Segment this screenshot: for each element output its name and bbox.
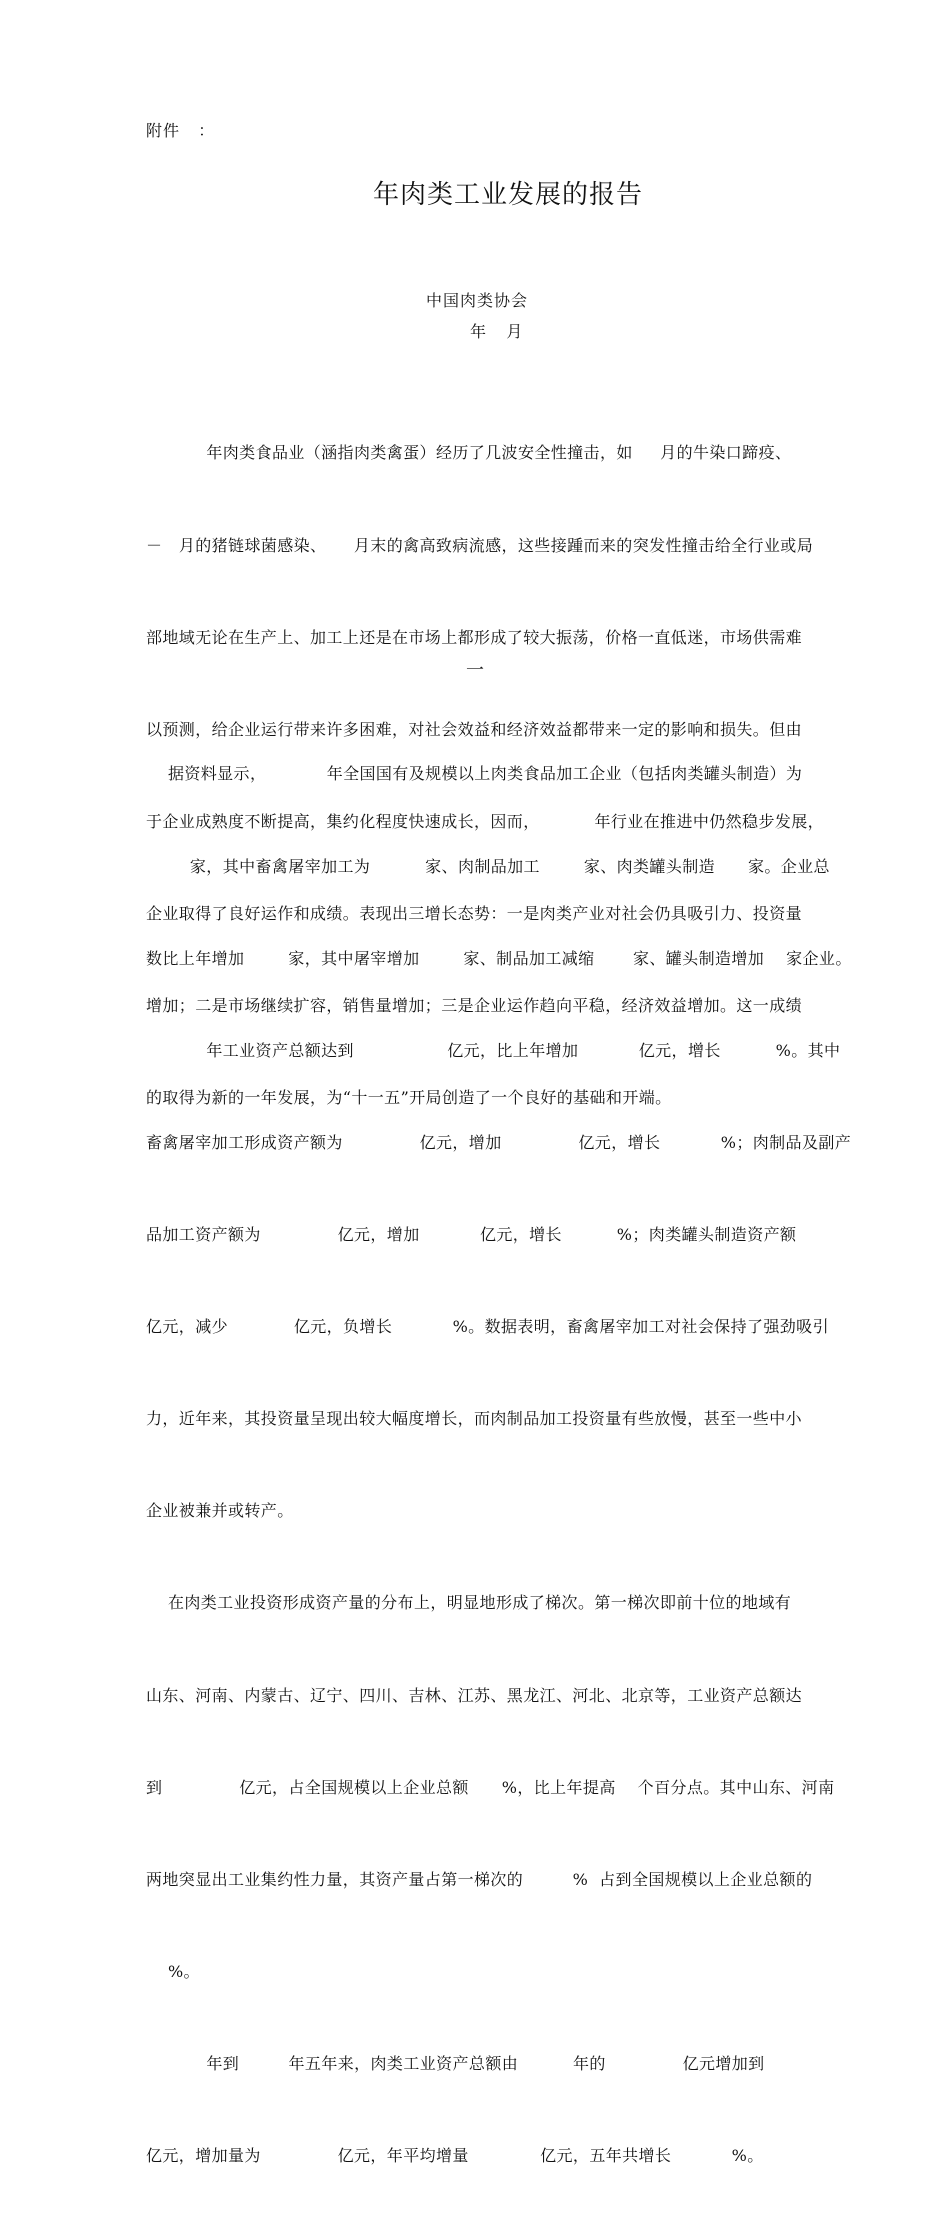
text-line: 亿元，减少 亿元，负增长 %。数据表明，畜禽屠宰加工对社会保持了强劲吸引: [146, 1317, 829, 1337]
text-line: 两地突显出工业集约性力量，其资产量占第一梯次的 % 占到全国规模以上企业总额的: [146, 1869, 813, 1889]
attachment-label: 附件 ：: [146, 121, 216, 140]
text-line: 年肉类食品业（涵指肉类禽蛋）经历了几波安全性撞击，如 月的牛染口蹄疫、: [146, 443, 792, 463]
text-line: 于企业成熟度不断提高，集约化程度快速成长，因而， 年行业在推进中仍然稳步发展，: [146, 811, 825, 831]
text-line: 的取得为新的一年发展，为“十一五”开局创造了一个良好的基础和开端。: [146, 1088, 672, 1108]
report-date: 年 月: [470, 322, 523, 341]
text-line: 增加；二是市场继续扩容，销售量增加；三是企业运作趋向平稳，经济效益增加。这一成绩: [146, 996, 803, 1016]
text-line: 品加工资产额为 亿元，增加 亿元，增长 %；肉类罐头制造资产额: [146, 1224, 797, 1244]
text-line: 力，近年来，其投资量呈现出较大幅度增长，而肉制品加工投资量有些放慢，甚至一些中小: [146, 1409, 803, 1429]
text-line: 部地域无论在生产上、加工上还是在市场上都形成了较大振荡，价格一直低迷，市场供需难: [146, 627, 803, 647]
page-title: 年肉类工业发展的报告: [372, 180, 643, 210]
text-line: 年工业资产总额达到 亿元，比上年增加 亿元，增长 %。其中: [146, 1040, 841, 1060]
text-line: 家，其中畜禽屠宰加工为 家、肉制品加工 家、肉类罐头制造 家。企业总: [146, 856, 830, 876]
text-line: 企业被兼并或转产。: [146, 1501, 294, 1521]
text-line: 企业取得了良好运作和成绩。表现出三增长态势：一是肉类产业对社会仍具吸引力、投资量: [146, 903, 803, 923]
text-line: 亿元，增加量为 亿元，年平均增量 亿元，五年共增长 %。: [146, 2146, 764, 2166]
section-one-body: [146, 698, 852, 2233]
organization-name: 中国肉类协会: [426, 291, 529, 310]
text-line: 山东、河南、内蒙古、辽宁、四川、吉林、江苏、黑龙江、河北、北京等，工业资产总额达: [146, 1685, 803, 1705]
text-line: %。: [146, 1961, 200, 1981]
text-line: 以预测，给企业运行带来许多困难，对社会效益和经济效益都带来一定的影响和损失。但由: [146, 719, 803, 739]
text-line: 到 亿元，占全国规模以上企业总额 %，比上年提高 个百分点。其中山东、河南: [146, 1777, 835, 1797]
text-line: 据资料显示， 年全国国有及规模以上肉类食品加工企业（包括肉类罐头制造）为: [146, 764, 803, 784]
text-line: 数比上年增加 家，其中屠宰增加 家、制品加工减缩 家、罐头制造增加 家企业。: [146, 948, 852, 968]
text-line: 在肉类工业投资形成资产量的分布上，明显地形成了梯次。第一梯次即前十位的地域有: [146, 1593, 792, 1613]
text-line: 年到 年五年来，肉类工业资产总额由 年的 亿元增加到: [146, 2053, 765, 2073]
text-line: 畜禽屠宰加工形成资产额为 亿元，增加 亿元，增长 %；肉制品及副产: [146, 1132, 852, 1152]
text-line: － 月的猪链球菌感染、 月末的禽高致病流感，这些接踵而来的突发性撞击给全行业或局: [146, 535, 814, 555]
section-heading: 一: [466, 660, 484, 681]
